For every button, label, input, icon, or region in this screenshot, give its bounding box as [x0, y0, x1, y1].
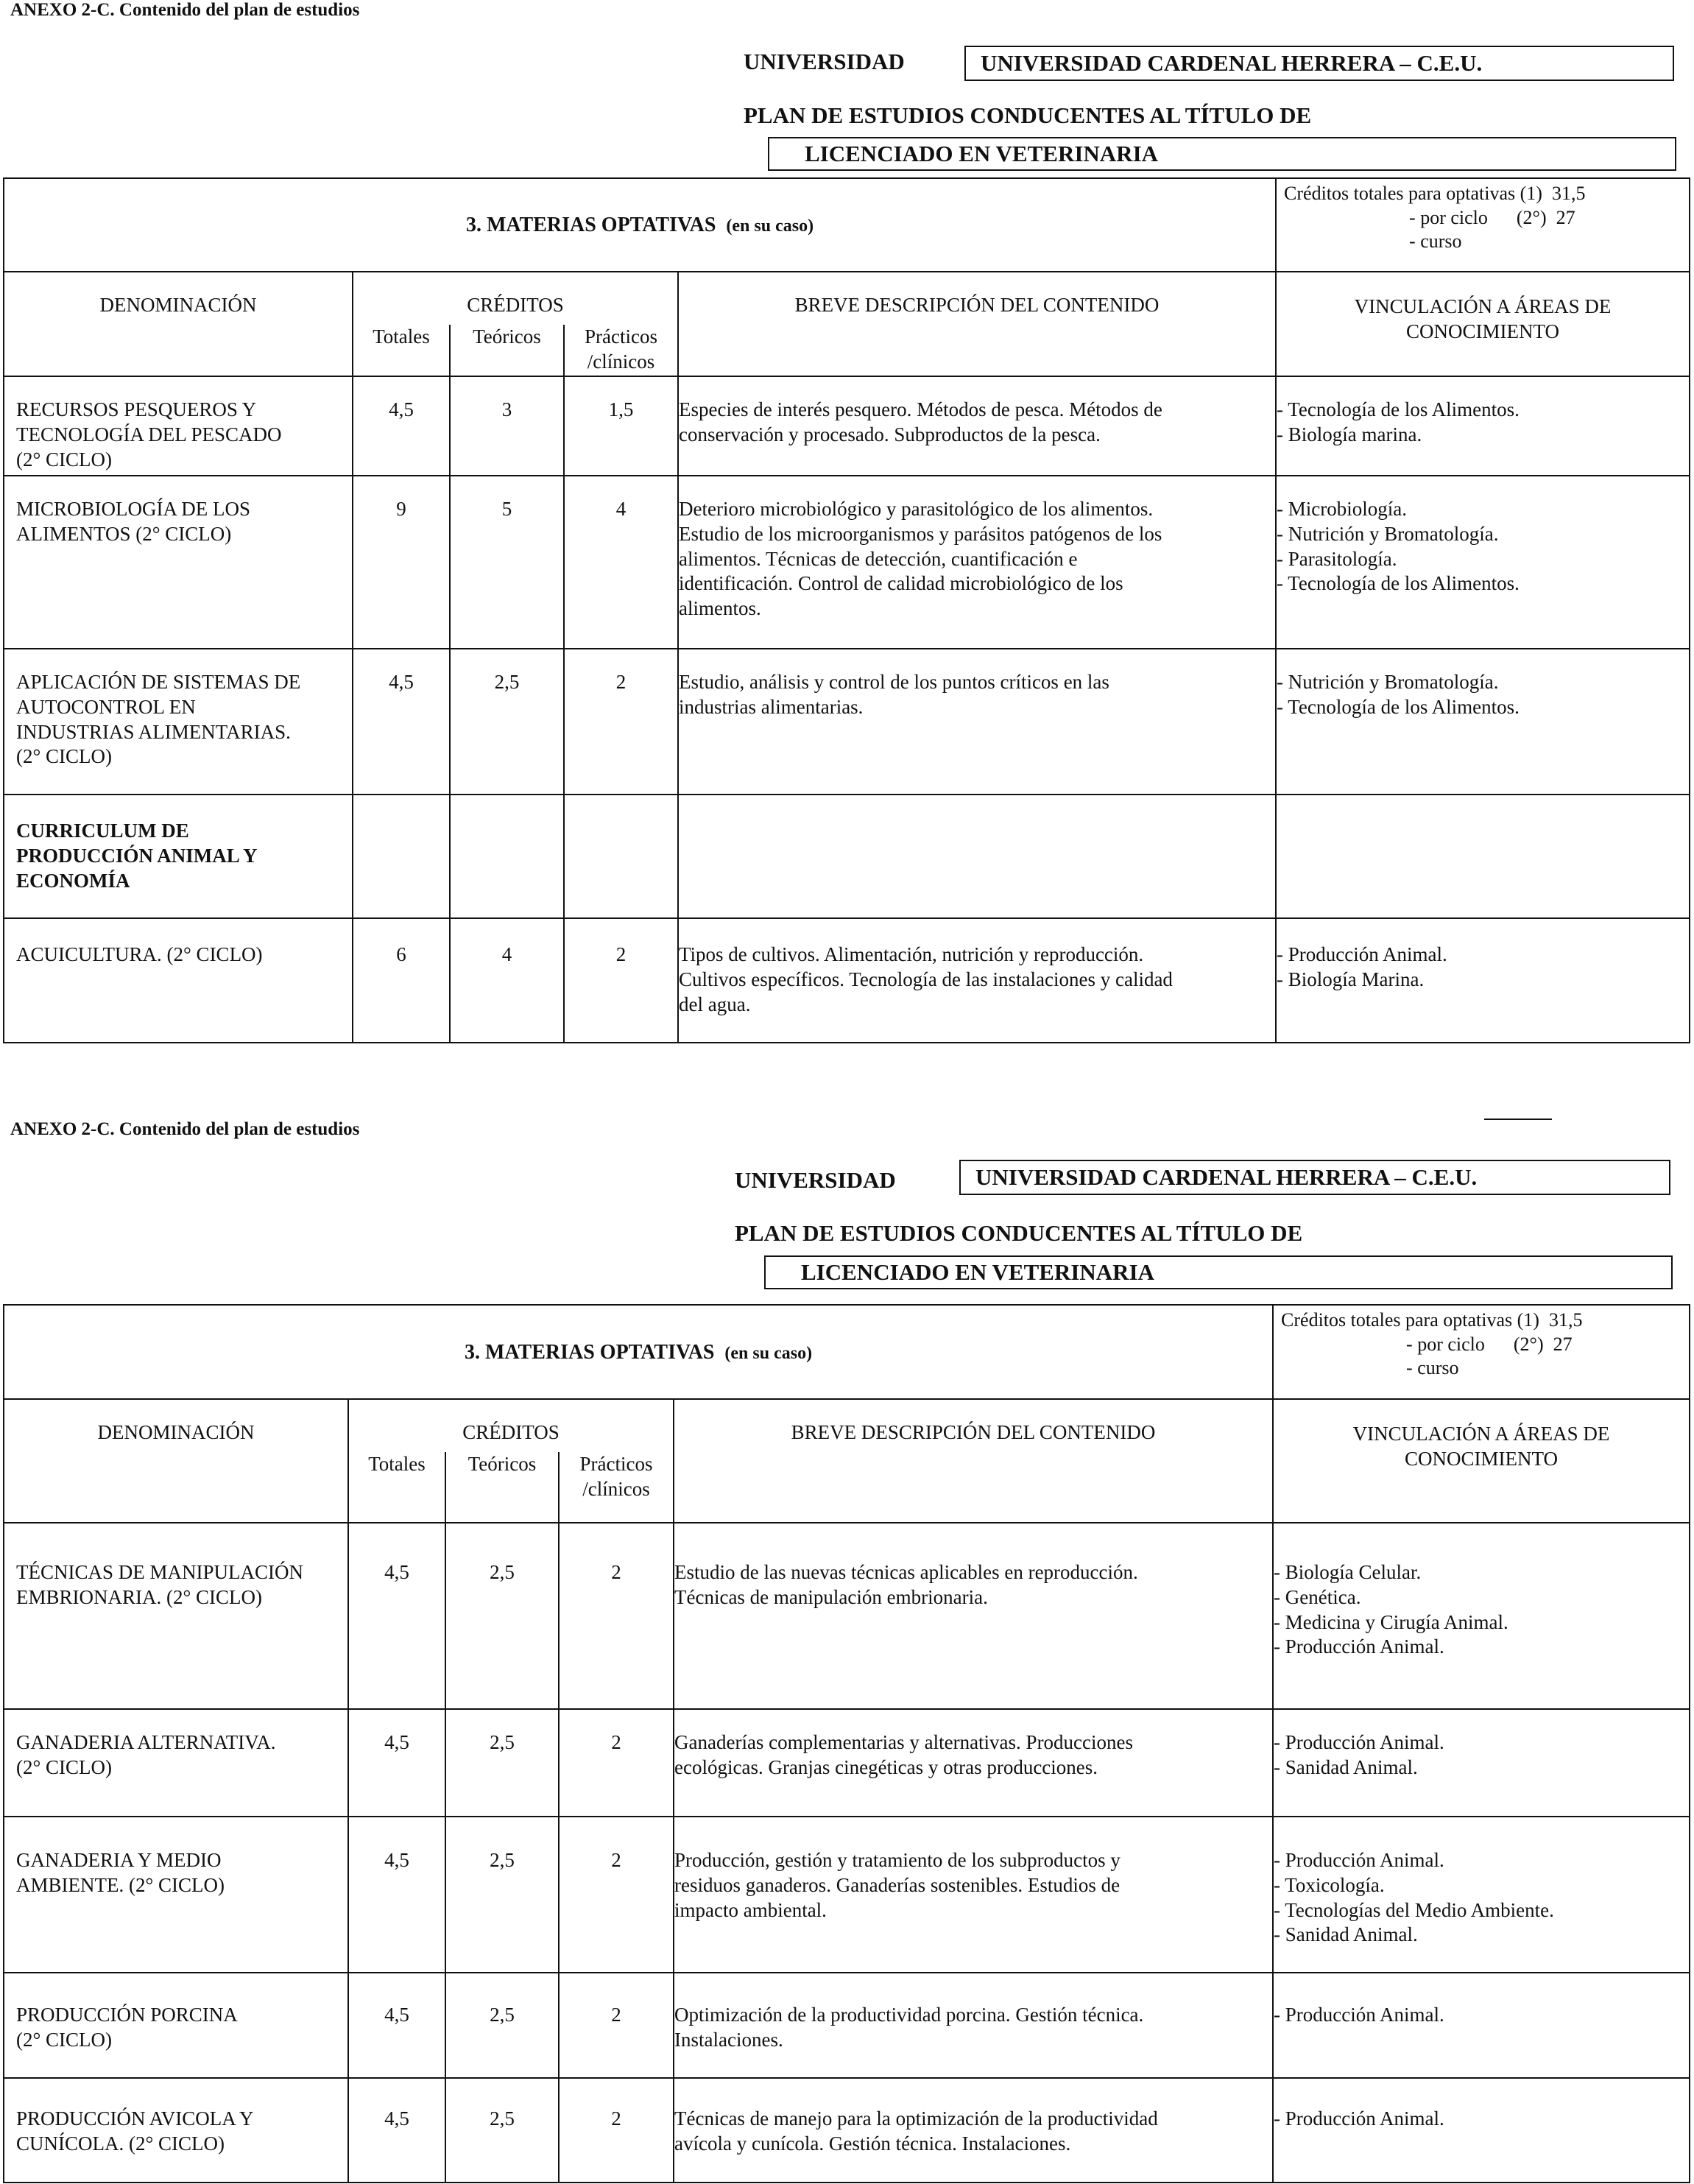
description-cell: [674, 1523, 1273, 1709]
subject-name-line: GANADERIA ALTERNATIVA.: [16, 1731, 276, 1753]
column-header-name: DENOMINACIÓN: [4, 1399, 348, 1523]
subject-name-line: CURRICULUM DE: [16, 820, 189, 842]
description-cell-line: Técnicas de manipulación embrionaria.: [674, 1585, 988, 1608]
description-cell: [678, 795, 1276, 918]
description-cell-line: alimentos.: [679, 597, 761, 619]
description-cell-line: Ganaderías complementarias y alternativas. Producciones: [674, 1731, 1134, 1753]
knowledge-areas-cell: [1276, 376, 1690, 476]
credits-practice-cell: 2: [559, 2078, 674, 2183]
credits-course: - curso: [1409, 230, 1462, 252]
column-header-totals: Totales: [353, 325, 450, 376]
description-cell-line: impacto ambiental.: [674, 1898, 827, 1921]
subject-name-line: RECURSOS PESQUEROS Y: [16, 398, 257, 420]
column-header-totals: Totales: [348, 1452, 445, 1523]
table-row: [4, 476, 1690, 649]
separator-line: [1484, 1119, 1552, 1120]
knowledge-areas-cell-line: - Toxicología.: [1274, 1873, 1385, 1896]
table-row: [4, 1973, 1690, 2078]
credits-theory-cell: 2,5: [445, 1709, 559, 1817]
subject-name-line: PRODUCCIÓN AVICOLA Y: [16, 2107, 254, 2130]
column-header-name: DENOMINACIÓN: [4, 272, 353, 376]
column-header-areas: VINCULACIÓN A ÁREAS DE CONOCIMIENTO: [1276, 272, 1690, 376]
annex-heading: ANEXO 2-C. Contenido del plan de estudios: [10, 1119, 360, 1139]
description-cell-line: Instalaciones.: [674, 2028, 783, 2051]
subject-name: [4, 795, 353, 918]
column-header-description: BREVE DESCRIPCIÓN DEL CONTENIDO: [674, 1399, 1273, 1523]
knowledge-areas-cell: [1273, 1709, 1690, 1817]
university-name-box: UNIVERSIDAD CARDENAL HERRERA – C.E.U.: [959, 1160, 1670, 1195]
description-cell-line: residuos ganaderos. Ganaderías sostenibles. Estudios de: [674, 1873, 1120, 1896]
document-page-2: [0, 1105, 1694, 2184]
description-cell-line: Producción, gestión y tratamiento de los subproductos y: [674, 1849, 1120, 1871]
table-row: [4, 649, 1690, 795]
description-cell-line: Tipos de cultivos. Alimentación, nutrición y reproducción.: [679, 943, 1144, 965]
credits-totals-cell: 4,5: [348, 1817, 445, 1973]
knowledge-areas-cell-line: - Biología Marina.: [1277, 968, 1425, 990]
credits-totals-cell: 4,5: [353, 376, 450, 476]
knowledge-areas-cell: [1273, 2078, 1690, 2183]
credits-total: Créditos totales para optativas (1) 31,5: [1284, 183, 1586, 204]
table-row: [4, 918, 1690, 1043]
subject-name-line: GANADERIA Y MEDIO: [16, 1849, 222, 1871]
knowledge-areas-cell-line: - Medicina y Cirugía Animal.: [1274, 1610, 1508, 1633]
credits-totals-cell: 6: [353, 918, 450, 1043]
credits-totals-cell: 4,5: [353, 649, 450, 795]
credits-theory-cell: 2,5: [445, 2078, 559, 2183]
table-row: [4, 376, 1690, 476]
description-cell-line: identificación. Control de calidad microbiológico de los: [679, 572, 1123, 595]
plan-title: PLAN DE ESTUDIOS CONDUCENTES AL TÍTULO DE: [735, 1220, 1303, 1246]
column-header-theory: Teóricos: [445, 1452, 559, 1523]
knowledge-areas-cell-line: - Parasitología.: [1277, 547, 1397, 570]
column-header-theory: Teóricos: [450, 325, 564, 376]
credits-totals-cell: 9: [353, 476, 450, 649]
subject-name: [4, 376, 353, 476]
column-header-practice: Prácticos /clínicos: [564, 325, 678, 376]
column-header-credits: CRÉDITOS: [348, 1399, 674, 1452]
credits-cycle: - por ciclo (2°) 27: [1406, 1333, 1573, 1355]
knowledge-areas-cell-line: - Genética.: [1274, 1585, 1361, 1608]
subject-name-line: ALIMENTOS (2° CICLO): [16, 522, 232, 545]
knowledge-areas-cell: [1276, 476, 1690, 649]
description-cell: [674, 1973, 1273, 2078]
credits-theory-cell: 5: [450, 476, 564, 649]
document-page-1: [0, 0, 1694, 1046]
subject-name: [4, 918, 353, 1043]
credits-theory-cell: 2,5: [445, 1523, 559, 1709]
university-label: UNIVERSIDAD: [744, 49, 905, 74]
description-cell-line: Técnicas de manejo para la optimización de la productividad: [674, 2107, 1158, 2130]
subject-name: [4, 1709, 348, 1817]
credits-cycle: - por ciclo (2°) 27: [1409, 206, 1575, 228]
subject-name-line: ACUICULTURA. (2° CICLO): [16, 943, 263, 965]
subject-name-line: (2° CICLO): [16, 745, 113, 768]
knowledge-areas-cell-line: - Producción Animal.: [1274, 1731, 1444, 1753]
description-cell: [678, 476, 1276, 649]
subject-name-line: (2° CICLO): [16, 2028, 113, 2051]
optional-subjects-table: [3, 1304, 1690, 2183]
subject-name-line: AMBIENTE. (2° CICLO): [16, 1873, 225, 1896]
credits-total: Créditos totales para optativas (1) 31,5: [1281, 1309, 1583, 1331]
credits-theory-cell: 2,5: [445, 1973, 559, 2078]
knowledge-areas-cell: [1276, 649, 1690, 795]
subject-name-line: TECNOLOGÍA DEL PESCADO: [16, 423, 282, 445]
knowledge-areas-cell-line: - Sanidad Animal.: [1274, 1755, 1418, 1778]
degree-box: LICENCIADO EN VETERINARIA: [764, 1255, 1673, 1289]
description-cell-line: alimentos. Técnicas de detección, cuantificación e: [679, 547, 1078, 570]
subject-name-line: APLICACIÓN DE SISTEMAS DE: [16, 671, 301, 693]
knowledge-areas-cell-line: - Nutrición y Bromatología.: [1277, 522, 1499, 545]
credits-theory-cell: 2,5: [445, 1817, 559, 1973]
description-cell-line: Cultivos específicos. Tecnología de las instalaciones y calidad: [679, 968, 1173, 990]
description-cell-line: Especies de interés pesquero. Métodos de pesca. Métodos de: [679, 398, 1162, 420]
description-cell-line: Estudio de las nuevas técnicas aplicables en reproducción.: [674, 1561, 1138, 1583]
knowledge-areas-cell-line: - Tecnología de los Alimentos.: [1277, 398, 1520, 420]
section-title: 3. MATERIAS OPTATIVAS (en su caso): [4, 178, 1276, 272]
subject-name-line: EMBRIONARIA. (2° CICLO): [16, 1585, 263, 1608]
table-row: [4, 1523, 1690, 1709]
description-cell-line: Deterioro microbiológico y parasitológico de los alimentos.: [679, 498, 1154, 520]
knowledge-areas-cell: [1273, 1973, 1690, 2078]
description-cell: [674, 1817, 1273, 1973]
knowledge-areas-cell: [1276, 918, 1690, 1043]
column-header-credits: CRÉDITOS: [353, 272, 678, 325]
credits-practice-cell: 2: [559, 1523, 674, 1709]
subject-name-line: TÉCNICAS DE MANIPULACIÓN: [16, 1561, 303, 1583]
credits-summary: [1276, 178, 1690, 272]
knowledge-areas-cell-line: - Nutrición y Bromatología.: [1277, 671, 1499, 693]
column-header-practice: Prácticos /clínicos: [559, 1452, 674, 1523]
credits-course: - curso: [1406, 1357, 1459, 1378]
university-label: UNIVERSIDAD: [735, 1167, 896, 1193]
knowledge-areas-cell-line: - Sanidad Animal.: [1274, 1923, 1418, 1946]
table-row: [4, 795, 1690, 918]
knowledge-areas-cell-line: - Producción Animal.: [1277, 943, 1447, 965]
subject-name-line: INDUSTRIAS ALIMENTARIAS.: [16, 720, 291, 743]
subject-name-line: PRODUCCIÓN ANIMAL Y: [16, 844, 258, 867]
column-header-areas: VINCULACIÓN A ÁREAS DE CONOCIMIENTO: [1273, 1399, 1690, 1523]
credits-totals-cell: 4,5: [348, 2078, 445, 2183]
university-name-box: UNIVERSIDAD CARDENAL HERRERA – C.E.U.: [964, 46, 1674, 81]
degree-box: LICENCIADO EN VETERINARIA: [768, 137, 1676, 171]
credits-theory-cell: 4: [450, 918, 564, 1043]
knowledge-areas-cell-line: - Producción Animal.: [1274, 2004, 1444, 2026]
credits-practice-cell: 2: [564, 649, 678, 795]
credits-totals-cell: [353, 795, 450, 918]
credits-practice-cell: 2: [559, 1817, 674, 1973]
column-header-description: BREVE DESCRIPCIÓN DEL CONTENIDO: [678, 272, 1276, 376]
knowledge-areas-cell-line: - Tecnología de los Alimentos.: [1277, 695, 1520, 718]
subject-name-line: PRODUCCIÓN PORCINA: [16, 2004, 238, 2026]
knowledge-areas-cell: [1273, 1523, 1690, 1709]
description-cell-line: conservación y procesado. Subproductos de la pesca.: [679, 423, 1101, 445]
credits-theory-cell: 2,5: [450, 649, 564, 795]
knowledge-areas-cell-line: - Tecnología de los Alimentos.: [1277, 572, 1520, 595]
credits-totals-cell: 4,5: [348, 1523, 445, 1709]
credits-totals-cell: 4,5: [348, 1709, 445, 1817]
credits-theory-cell: [450, 795, 564, 918]
subject-name-line: (2° CICLO): [16, 448, 113, 471]
description-cell: [674, 2078, 1273, 2183]
subject-name: [4, 1523, 348, 1709]
subject-name: [4, 649, 353, 795]
description-cell: [678, 376, 1276, 476]
annex-heading: ANEXO 2-C. Contenido del plan de estudios: [10, 0, 360, 20]
subject-name-line: AUTOCONTROL EN: [16, 695, 196, 718]
optional-subjects-table: [3, 177, 1690, 1043]
knowledge-areas-cell-line: - Microbiología.: [1277, 498, 1408, 520]
description-cell-line: Estudio de los microorganismos y parásitos patógenos de los: [679, 522, 1162, 545]
description-cell-line: Estudio, análisis y control de los puntos críticos en las: [679, 671, 1109, 693]
description-cell: [674, 1709, 1273, 1817]
credits-totals-cell: 4,5: [348, 1973, 445, 2078]
description-cell-line: Optimización de la productividad porcina. Gestión técnica.: [674, 2004, 1144, 2026]
subject-name: [4, 476, 353, 649]
credits-practice-cell: 2: [564, 918, 678, 1043]
credits-theory-cell: 3: [450, 376, 564, 476]
knowledge-areas-cell: [1276, 795, 1690, 918]
knowledge-areas-cell-line: - Producción Animal.: [1274, 1635, 1444, 1658]
knowledge-areas-cell-line: - Producción Animal.: [1274, 1849, 1444, 1871]
knowledge-areas-cell-line: - Producción Animal.: [1274, 2107, 1444, 2130]
table-row: [4, 1709, 1690, 1817]
table-row: [4, 1817, 1690, 1973]
table-row: [4, 2078, 1690, 2183]
description-cell-line: ecológicas. Granjas cinegéticas y otras producciones.: [674, 1755, 1098, 1778]
description-cell-line: avícola y cunícola. Gestión técnica. Instalaciones.: [674, 2132, 1071, 2155]
subject-name-line: CUNÍCOLA. (2° CICLO): [16, 2132, 225, 2155]
description-cell-line: del agua.: [679, 993, 751, 1015]
knowledge-areas-cell-line: - Biología Celular.: [1274, 1561, 1422, 1583]
description-cell-line: industrias alimentarias.: [679, 695, 864, 718]
plan-title: PLAN DE ESTUDIOS CONDUCENTES AL TÍTULO DE: [744, 102, 1312, 128]
credits-practice-cell: 4: [564, 476, 678, 649]
subject-name-line: (2° CICLO): [16, 1755, 113, 1778]
credits-summary: [1273, 1305, 1690, 1399]
credits-practice-cell: 2: [559, 1973, 674, 2078]
credits-practice-cell: 1,5: [564, 376, 678, 476]
credits-practice-cell: 2: [559, 1709, 674, 1817]
knowledge-areas-cell-line: - Biología marina.: [1277, 423, 1422, 445]
credits-practice-cell: [564, 795, 678, 918]
subject-name-line: ECONOMÍA: [16, 869, 130, 892]
subject-name: [4, 1973, 348, 2078]
subject-name: [4, 1817, 348, 1973]
description-cell: [678, 918, 1276, 1043]
section-title: 3. MATERIAS OPTATIVAS (en su caso): [4, 1305, 1273, 1399]
knowledge-areas-cell-line: - Tecnologías del Medio Ambiente.: [1274, 1898, 1554, 1921]
subject-name-line: MICROBIOLOGÍA DE LOS: [16, 498, 251, 520]
knowledge-areas-cell: [1273, 1817, 1690, 1973]
subject-name: [4, 2078, 348, 2183]
description-cell: [678, 649, 1276, 795]
